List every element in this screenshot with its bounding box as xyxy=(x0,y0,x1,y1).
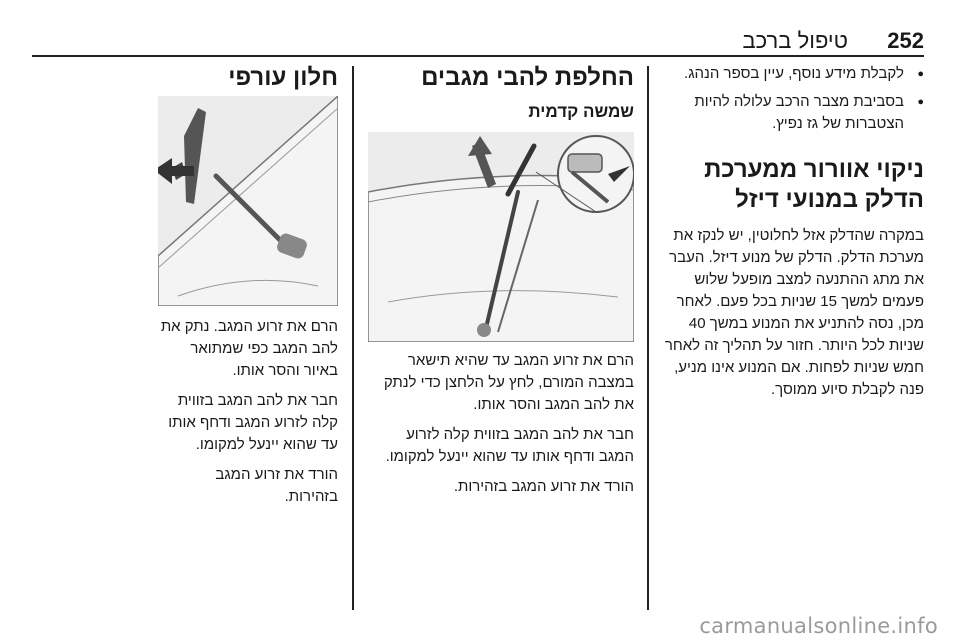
windscreen-wiper-figure xyxy=(368,132,634,342)
left-column-heading xyxy=(158,63,338,93)
wiper-step-3: הורד את זרוע המגב בזהירות. xyxy=(453,478,634,495)
wiper-step-2: חבר את להב המגב בזווית קלה לזרוע המגב ודחף אותו עד שהוא יינעל למקומו. xyxy=(385,426,634,465)
rear-wiper-illustration xyxy=(158,96,338,306)
bullet-list xyxy=(660,63,924,135)
rear-wiper-step-3: הורד את זרוע המגב בזהירות. xyxy=(215,466,338,505)
rear-wiper-step-2: חבר את להב המגב בזווית קלה לזרוע המגב ודחף אותו עד שהוא יינעל למקומו. xyxy=(168,392,338,453)
bullet-item: ● לקבלת מידע נוסף, עיין בספר הנהג. xyxy=(660,63,924,85)
section-title: טיפול ברכב xyxy=(742,28,848,53)
header-rule xyxy=(32,55,924,57)
heading-rear-window: חלון עורפי xyxy=(228,64,338,91)
middle-column-text xyxy=(368,350,634,506)
column-divider-left xyxy=(352,66,354,610)
windscreen-wiper-illustration xyxy=(368,132,634,342)
right-column xyxy=(660,63,924,409)
watermark: carmanualsonline.info xyxy=(699,614,938,638)
rear-wiper-figure xyxy=(158,96,338,306)
subheading-windscreen: שמשה קדמית xyxy=(528,102,634,121)
bullet-item: ● בסביבת מצבר הרכב עלולה להיות הצטברות של גז נפיץ. xyxy=(660,91,924,135)
fuel-bleeding-paragraph: במקרה שהדלק אזל לחלוטין, יש לנקז את מערכת הדלק. הדלק של מנוע דיזל. העבר את מתג ההתנעה למצב מופעל שלוש פעמים למשך 15 שניות בכל פעם. לאחר מכן, נסה להתניע את המנוע במשך 40 שניות לכל היותר. חזור על תהליך זה לאחר חמש שניות לפחות. אם המנוע אינו מניע, פנה לקבלת סיוע ממוסך. xyxy=(664,227,924,398)
heading-wiper-replacement: החלפת להבי מגבים xyxy=(421,64,634,91)
wiper-step-1: הרם את זרוע המגב עד שהיא תישאר במצבה המורם, לחץ על הלחצן כדי לנתק את להב המגב והסר אותו. xyxy=(383,352,634,413)
page-number: 252 xyxy=(887,28,924,53)
rear-wiper-step-1: הרם את זרוע המגב. נתק את להב המגב כפי שמתואר באיור והסר אותו. xyxy=(160,318,338,379)
heading-fuel-bleeding: ניקוי אוורור ממערכת הדלק במנועי דיזל xyxy=(704,156,924,213)
left-column-text xyxy=(158,316,338,516)
middle-column xyxy=(368,63,634,123)
column-divider-right xyxy=(647,66,649,610)
